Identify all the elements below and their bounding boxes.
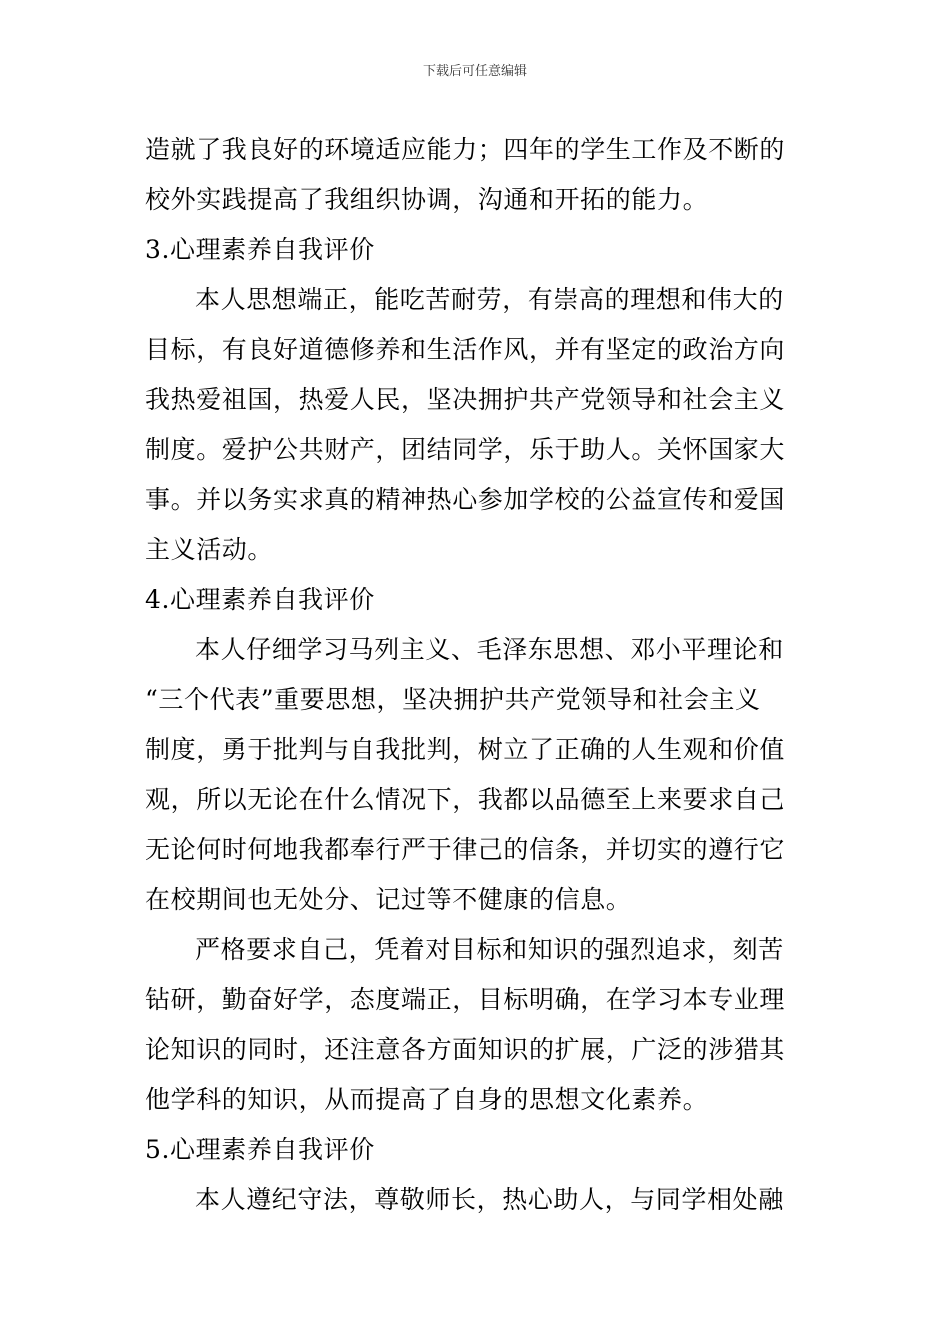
page-header: 下载后可任意编辑: [422, 64, 527, 79]
text-line: 在校期间也无处分、记过等不健康的信息。: [145, 885, 632, 914]
text-line: 无论何时何地我都奉行严于律己的信条，并切实的遵行它: [145, 835, 786, 864]
document-body: [145, 125, 810, 1225]
text-line: 他学科的知识，从而提高了自身的思想文化素养。: [145, 1085, 709, 1114]
paragraph-start: 本人思想端正，能吃苦耐劳，有崇高的理想和伟大的: [195, 285, 784, 314]
text-line: 制度，勇于批判与自我批判，树立了正确的人生观和价值: [145, 735, 786, 764]
paragraph-start: 本人仔细学习马列主义、毛泽东思想、邓小平理论和: [195, 635, 784, 664]
text-line: 造就了我良好的环境适应能力；四年的学生工作及不断的: [145, 135, 786, 164]
text-line: 目标，有良好道德修养和生活作风，并有坚定的政治方向: [145, 335, 786, 364]
text-line: 校外实践提高了我组织协调，沟通和开拓的能力。: [145, 185, 709, 214]
section-heading: 4.心理素养自我评价: [145, 585, 375, 614]
section-heading: 3.心理素养自我评价: [145, 235, 375, 264]
text-line: 我热爱祖国，热爱人民，坚决拥护共产党领导和社会主义: [145, 385, 786, 414]
text-line: “三个代表”重要思想，坚决拥护共产党领导和社会主义: [145, 685, 761, 714]
text-line: 观，所以无论在什么情况下，我都以品德至上来要求自己: [145, 785, 786, 814]
section-heading: 5.心理素养自我评价: [145, 1135, 375, 1164]
text-line: 主义活动。: [145, 535, 274, 564]
text-line: 制度。爱护公共财产，团结同学，乐于助人。关怀国家大: [145, 435, 786, 464]
paragraph-start: 本人遵纪守法，尊敬师长，热心助人，与同学相处融: [195, 1185, 784, 1214]
paragraph-start: 严格要求自己，凭着对目标和知识的强烈追求，刻苦: [195, 935, 784, 964]
text-line: 钻研，勤奋好学，态度端正，目标明确，在学习本专业理: [145, 985, 786, 1014]
text-line: 论知识的同时，还注意各方面知识的扩展，广泛的涉猎其: [145, 1035, 786, 1064]
text-line: 事。并以务实求真的精神热心参加学校的公益宣传和爱国: [145, 485, 786, 514]
